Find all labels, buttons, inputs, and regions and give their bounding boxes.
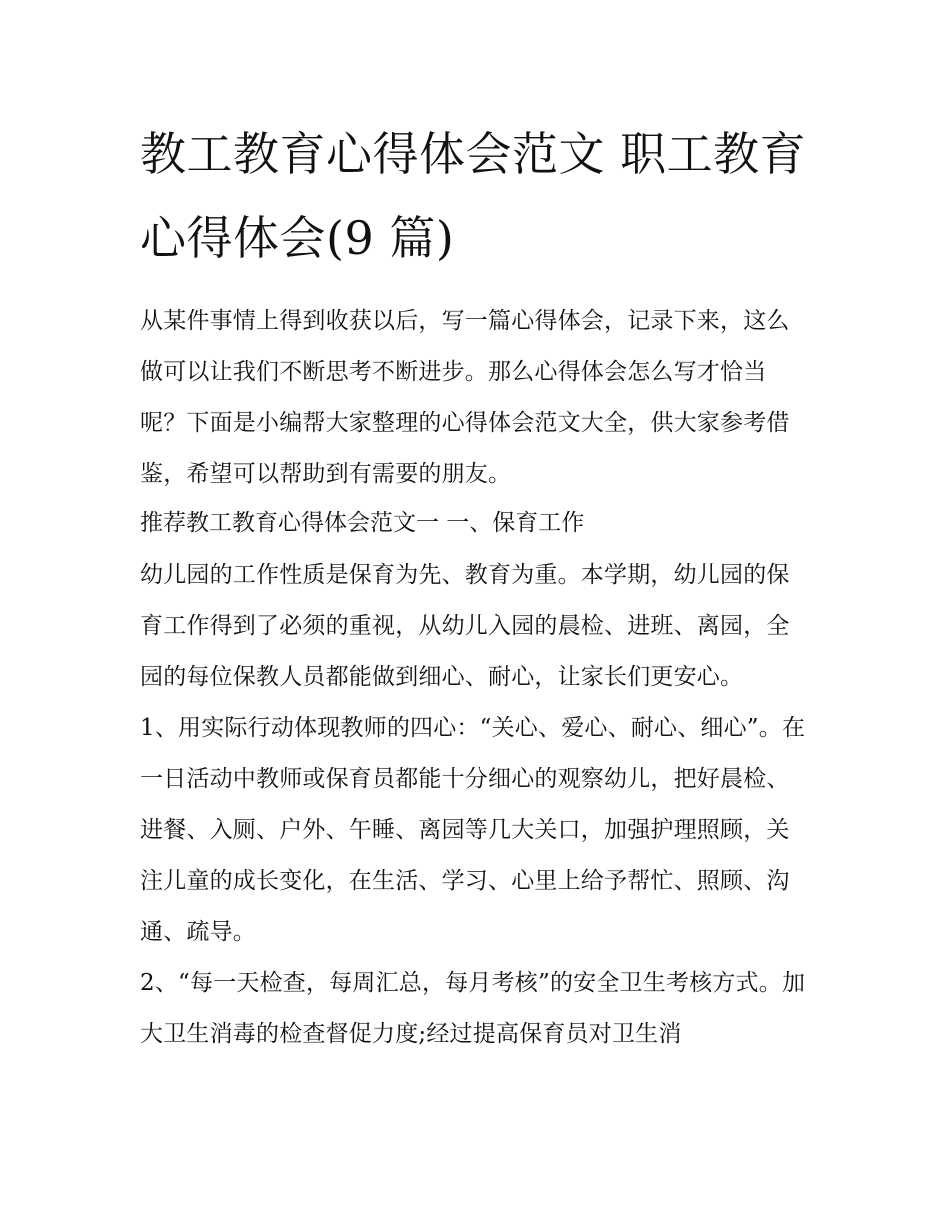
document-title: 教工教育心得体会范文 职工教育心得体会(9 篇) [140, 127, 807, 265]
body-paragraph-3: 2、“每一天检查，每周汇总，每月考核”的安全卫生考核方式。加大卫生消毒的检查督促力度;经过提高保育员对卫生消 [140, 970, 806, 1047]
body-paragraph-1: 幼儿园的工作性质是保育为先、教育为重。本学期，幼儿园的保育工作得到了必须的重视，从幼儿入园的晨检、进班、离园，全园的每位保教人员都能做到细心、耐心，让家长们更安心。 [140, 562, 790, 690]
intro-paragraph: 从某件事情上得到收获以后，写一篇心得体会，记录下来，这么做可以让我们不断思考不断进步。那么心得体会怎么写才恰当呢？下面是小编帮大家整理的心得体会范文大全，供大家参考借鉴，希望可以帮助到有需要的朋友。 [140, 308, 790, 487]
body-paragraph-2: 1、用实际行动体现教师的四心：“关心、爱心、耐心、细心”。在一日活动中教师或保育员都能十分细心的观察幼儿，把好晨检、进餐、入厕、户外、午睡、离园等几大关口，加强护理照顾，关注儿童的成长变化，在生活、学习、心里上给予帮忙、照顾、沟通、疏导。 [140, 715, 806, 945]
document-body [140, 112, 812, 1060]
section-heading: 推荐教工教育心得体会范文一 一、保育工作 [140, 510, 585, 536]
